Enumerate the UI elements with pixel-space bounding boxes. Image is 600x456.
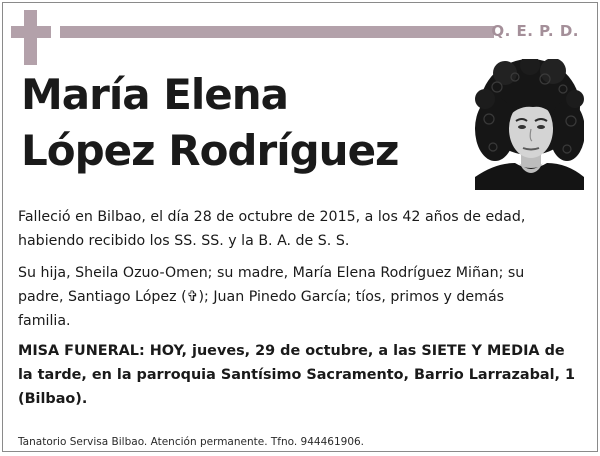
funeral-mass-paragraph	[18, 339, 584, 411]
qepd-label: Q. E. P. D.	[491, 22, 579, 40]
death-notice-paragraph	[18, 205, 584, 253]
p2-line-3: familia.	[18, 313, 71, 329]
header-bar	[60, 26, 494, 38]
p1-line-1: Falleció en Bilbao, el día 28 de octubre de 2015, a los 42 años de edad,	[18, 209, 526, 225]
funeral-home-footer: Tanatorio Servisa Bilbao. Atención permanente. Tfno. 944461906.	[18, 436, 365, 448]
p3-line-1: MISA FUNERAL: HOY, jueves, 29 de octubre, a las SIETE Y MEDIA de	[18, 343, 565, 359]
p2-line-2: padre, Santiago López (✞); Juan Pinedo García; tíos, primos y demás	[18, 289, 505, 305]
deceased-name	[21, 67, 461, 179]
cross-icon	[11, 10, 51, 65]
p1-line-2: habiendo recibido los SS. SS. y la B. A. de S. S.	[18, 233, 350, 249]
portrait-photo	[475, 59, 584, 190]
p3-line-2: la tarde, en la parroquia Santísimo Sacramento, Barrio Larrazabal, 1	[18, 367, 576, 383]
name-line-2: López Rodríguez	[21, 126, 399, 175]
p3-line-3: (Bilbao).	[18, 391, 88, 407]
obituary-card	[2, 2, 598, 452]
p2-line-1: Su hija, Sheila Ozuo-Omen; su madre, María Elena Rodríguez Miñan; su	[18, 265, 525, 281]
family-paragraph	[18, 261, 584, 333]
name-line-1: María Elena	[21, 70, 289, 119]
